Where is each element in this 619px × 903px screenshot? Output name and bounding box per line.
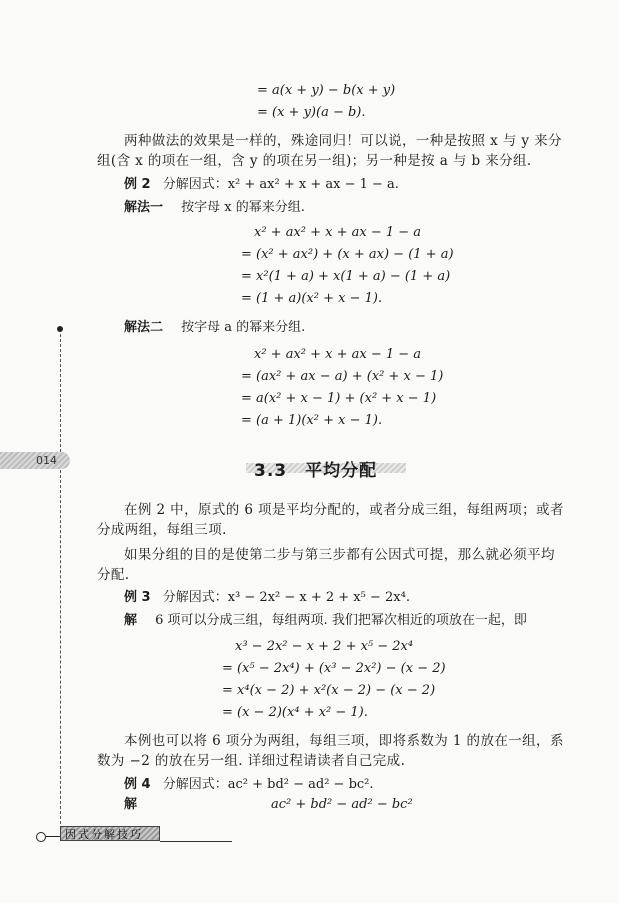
sol4-eq: ac² + bd² − ad² − bc²: [271, 797, 413, 812]
top-eq-2: = (x + y)(a − b).: [257, 105, 366, 120]
example-3-text: 分解因式：x³ − 2x² − x + 2 + x⁵ − 2x⁴.: [162, 590, 410, 605]
sol1-eq-3: = x²(1 + a) + x(1 + a) − (1 + a): [241, 269, 451, 284]
sol3-eq-3: = x⁴(x − 2) + x²(x − 2) − (x − 2): [222, 683, 436, 698]
example-4-label: 例 4: [124, 777, 151, 792]
paragraph-4: 本例也可以将 6 项分为两组，每组三项，即将系数为 1 的放在一组，系数为 −2 的放在另一组. 详细过程请读者自己完成.: [97, 733, 564, 769]
footer-rule-left: [46, 836, 60, 837]
sol3-eq-2: = (x⁵ − 2x⁴) + (x³ − 2x²) − (x − 2): [222, 661, 446, 676]
solution-3: [124, 612, 527, 630]
example-2-label: 例 2: [124, 177, 151, 192]
example-2: [124, 176, 399, 194]
solution-1-label: 解法一: [124, 200, 164, 215]
margin-dashed-line-lower: [60, 470, 61, 824]
solution-3-label: 解: [124, 613, 138, 628]
example-4: [124, 776, 374, 794]
footer-book-title: 因式分解技巧: [60, 826, 160, 841]
sol1-eq-2: = (x² + ax²) + (x + ax) − (1 + a): [241, 247, 454, 262]
page-number-tab: [0, 452, 70, 469]
section-title: 3.3 平均分配: [254, 461, 378, 481]
page-number: 014: [36, 454, 57, 467]
sol3-eq-4: = (x − 2)(x⁴ + x² − 1).: [222, 705, 368, 720]
example-3: [124, 589, 410, 607]
sol2-eq-3: = a(x² + x − 1) + (x² + x − 1): [241, 391, 437, 406]
sol2-eq-2: = (ax² + ax − a) + (x² + x − 1): [241, 369, 444, 384]
solution-4-label: 解: [124, 797, 138, 812]
example-4-text: 分解因式：ac² + bd² − ad² − bc².: [162, 777, 374, 792]
solution-2-text: 按字母 a 的幂来分组.: [181, 320, 306, 335]
paragraph-2: 在例 2 中，原式的 6 项是平均分配的，或者分成三组，每组两项；或者分成两组，每组三项.: [97, 502, 564, 538]
sol1-eq-4: = (1 + a)(x² + x − 1).: [241, 291, 383, 306]
example-3-label: 例 3: [124, 590, 151, 605]
solution-4: [124, 796, 137, 814]
paragraph-3: 如果分组的目的是使第二步与第三步都有公因式可提，那么就必须平均分配.: [97, 547, 555, 583]
paragraph-1: 两种做法的效果是一样的，殊途同归！可以说，一种是按照 x 与 y 来分组(含 x 的项在一组，含 y 的项在另一组)；另一种是按 a 与 b 来分组.: [97, 133, 562, 169]
solution-3-text: 6 项可以分成三组，每组两项. 我们把幂次相近的项放在一起，即: [155, 613, 527, 628]
solution-2-label: 解法二: [124, 320, 164, 335]
sol2-eq-1: x² + ax² + x + ax − 1 − a: [254, 347, 422, 362]
solution-2: [124, 319, 305, 337]
example-2-text: 分解因式：x² + ax² + x + ax − 1 − a.: [162, 177, 399, 192]
sol3-eq-1: x³ − 2x² − x + 2 + x⁵ − 2x⁴: [235, 639, 414, 654]
sol1-eq-1: x² + ax² + x + ax − 1 − a: [254, 225, 422, 240]
margin-dot: [57, 326, 63, 332]
footer-rule-right: [160, 841, 232, 842]
footer-circle-icon: [36, 832, 46, 842]
sol2-eq-4: = (a + 1)(x² + x − 1).: [241, 413, 383, 428]
solution-1: [124, 199, 305, 217]
margin-dashed-line-upper: [60, 334, 61, 452]
solution-1-text: 按字母 x 的幂来分组.: [181, 200, 305, 215]
top-eq-1: = a(x + y) − b(x + y): [257, 83, 396, 98]
